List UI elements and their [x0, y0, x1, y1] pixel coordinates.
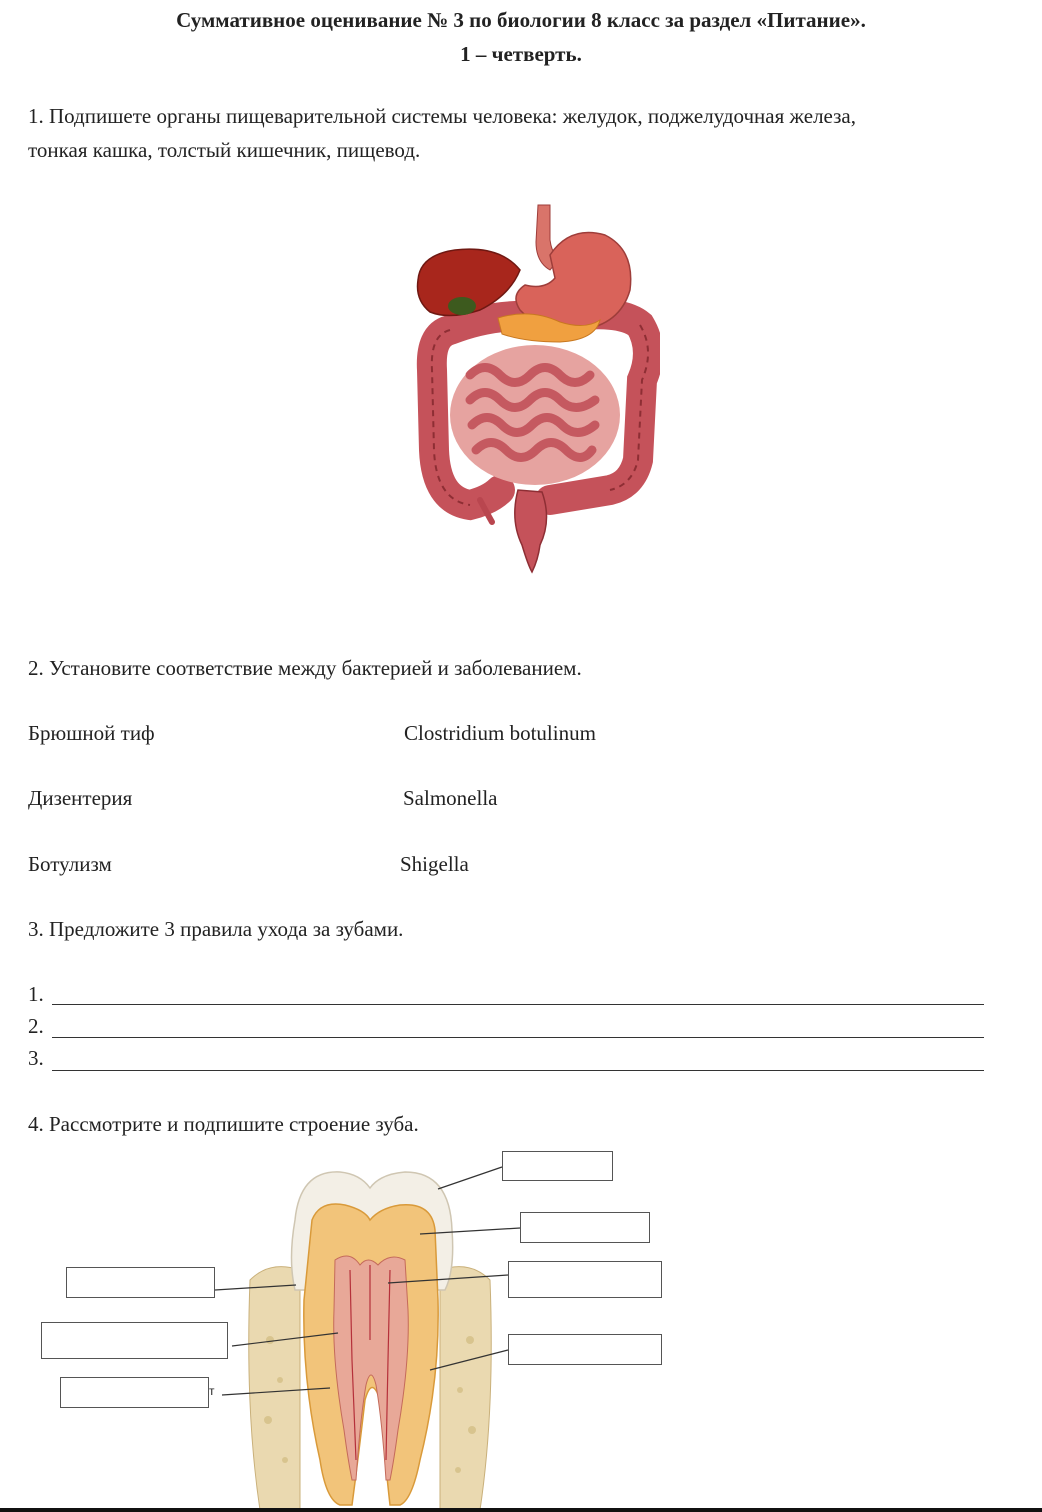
question-2-text: 2. Установите соответствие между бактерией и заболеванием.	[28, 656, 582, 680]
disease-dysentery: Дизентерия	[28, 786, 133, 810]
disease-botulism: Ботулизм	[28, 852, 112, 876]
answer-number-2: 2.	[28, 1014, 44, 1038]
answer-number-1: 1.	[28, 982, 44, 1006]
bacterium-clostridium: Clostridium botulinum	[404, 721, 596, 745]
gallbladder-shape	[448, 297, 476, 315]
tooth-label-box-left-1[interactable]	[66, 1267, 215, 1298]
question-1-line-1: 1. Подпишете органы пищеварительной системы человека: желудок, поджелудочная железа,	[28, 104, 857, 128]
question-1-line-2: тонкая кашка, толстый кишечник, пищевод.	[28, 138, 421, 162]
answer-line-3[interactable]	[52, 1070, 984, 1071]
question-4-text: 4. Рассмотрите и подпишите строение зуба.	[28, 1112, 419, 1136]
stray-mark: т	[209, 1384, 215, 1398]
tooth-label-box-left-2[interactable]	[41, 1322, 228, 1359]
page-subtitle: 1 – четверть.	[460, 42, 582, 66]
bacterium-shigella: Shigella	[400, 852, 469, 876]
page-title: Суммативное оценивание № 3 по биологии 8 класс за раздел «Питание».	[176, 8, 866, 32]
bacterium-salmonella: Salmonella	[403, 786, 498, 810]
answer-number-3: 3.	[28, 1046, 44, 1070]
rectum-shape	[515, 490, 547, 572]
answer-line-2[interactable]	[52, 1037, 984, 1038]
tooth-label-box-right-3[interactable]	[508, 1261, 662, 1298]
digestive-system-illustration	[410, 200, 660, 575]
question-3-text: 3. Предложите 3 правила ухода за зубами.	[28, 917, 404, 941]
tooth-label-box-right-4[interactable]	[508, 1334, 662, 1365]
tooth-label-box-right-1[interactable]	[502, 1151, 613, 1181]
disease-typhoid: Брюшной тиф	[28, 721, 155, 745]
tooth-label-box-right-2[interactable]	[520, 1212, 650, 1243]
page-bottom-edge	[0, 1508, 1042, 1512]
tooth-label-box-left-3[interactable]	[60, 1377, 209, 1408]
answer-line-1[interactable]	[52, 1004, 984, 1005]
